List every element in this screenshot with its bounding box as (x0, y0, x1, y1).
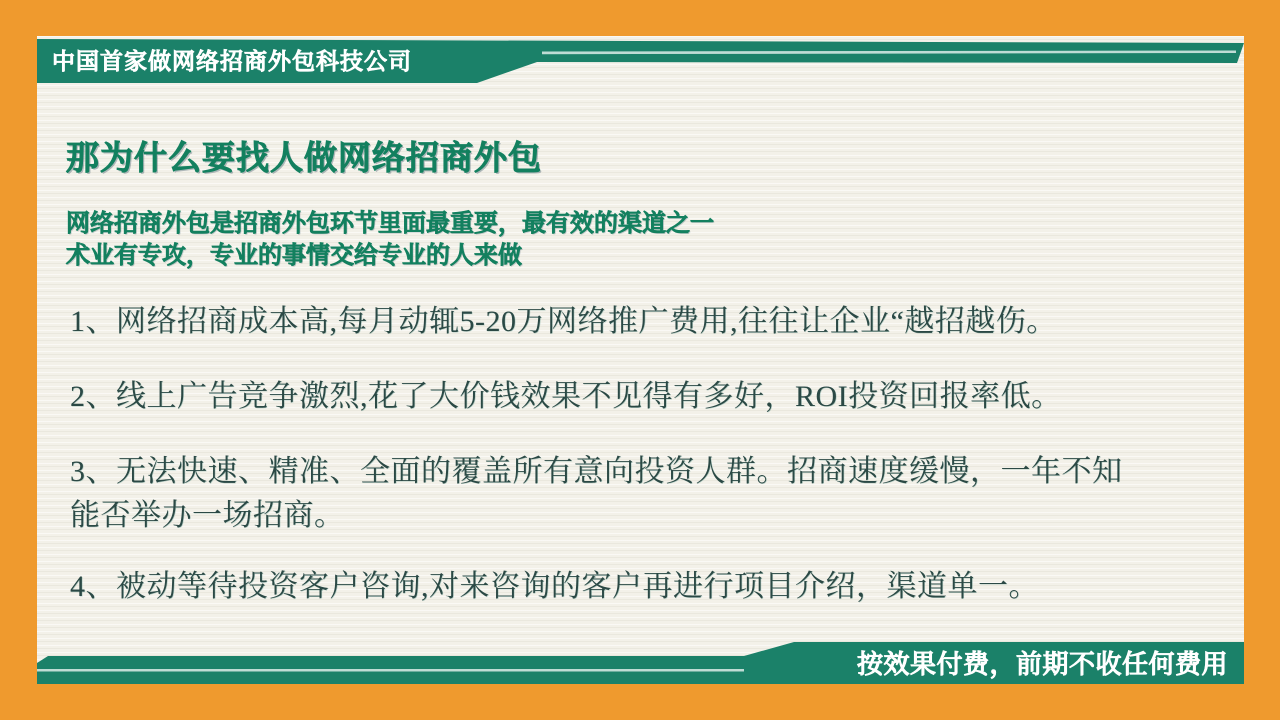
subtitle-line-1: 网络招商外包是招商外包环节里面最重要，最有效的渠道之一 (66, 210, 714, 237)
subtitle-line-2: 术业有专攻，专业的事情交给专业的人来做 (66, 242, 522, 269)
page-title: 那为什么要找人做网络招商外包 (66, 139, 542, 176)
subtitle-block (66, 208, 714, 272)
slide-content-area (37, 36, 1244, 684)
footer-band-accent-line (37, 669, 744, 672)
point-item-4: 4、被动等待投资客户咨询,对来咨询的客户再进行项目介绍，渠道单一。 (70, 570, 1039, 603)
point-item-3: 3、无法快速、精准、全面的覆盖所有意向投资人群。招商速度缓慢，一年不知能否举办一场招商。 (70, 455, 1123, 532)
footer-slogan: 按效果付费，前期不收任何费用 (856, 649, 1228, 679)
point-item-1: 1、网络招商成本高,每月动辄5-20万网络推广费用,往往让企业“越招越伤。 (70, 305, 1057, 338)
point-item-2: 2、线上广告竞争激烈,花了大价钱效果不见得有多好，ROI投资回报率低。 (70, 380, 1062, 413)
company-tagline: 中国首家做网络招商外包科技公司 (52, 48, 412, 74)
